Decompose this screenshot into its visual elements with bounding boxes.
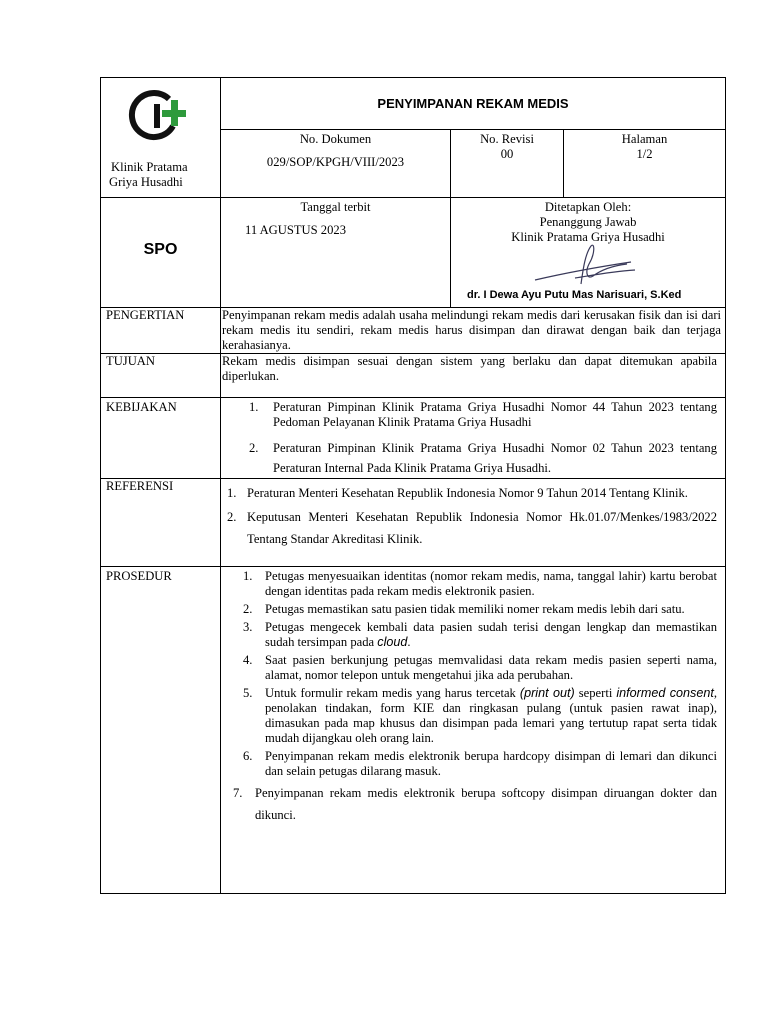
referensi-cell <box>221 479 726 567</box>
list-item: 2. Keputusan Menteri Kesehatan Republik Indonesia Nomor Hk.01.07/Menkes/1983/2022 Tentang Standar Akreditasi Klinik. <box>227 510 718 546</box>
document-title-cell <box>221 78 726 130</box>
pengertian-text: Penyimpanan rekam medis adalah usaha melindungi rekam medis dari kerusakan fisik dan isi dari rekam medis itu sendiri, rekam medis harus disimpan dan dirawat dengan baik dan terjaga kerahasianya. <box>221 308 726 354</box>
no-revisi-cell <box>451 130 564 198</box>
tujuan-label: TUJUAN <box>101 354 221 398</box>
spo-table <box>100 77 726 894</box>
list-item: 7. Penyimpanan rekam medis elektronik berupa softcopy disimpan diruangan dokter dan dikunci. <box>233 786 718 822</box>
no-dokumen-label: No. Dokumen <box>299 132 372 146</box>
no-revisi-value: 00 <box>500 147 514 161</box>
spo-cell <box>101 198 221 308</box>
prosedur-cell <box>221 567 726 894</box>
pengertian-label: PENGERTIAN <box>101 308 221 354</box>
referensi-list <box>227 482 717 550</box>
clinic-name-approval: Klinik Pratama Griya Husadhi <box>511 230 665 244</box>
list-item: 4. Saat pasien berkunjung petugas memvalidasi data rekam medis pasien seperti nama, alamat, nomor telepon untuk mengetahui jika ada perubahan. <box>243 653 718 682</box>
document-title: PENYIMPANAN REKAM MEDIS <box>377 96 569 111</box>
tujuan-text: Rekam medis disimpan sesuai dengan sistem yang berlaku dan dapat ditemukan apabila diperlukan. <box>221 354 726 398</box>
no-dokumen-cell <box>221 130 451 198</box>
kebijakan-label: KEBIJAKAN <box>101 398 221 479</box>
halaman-value: 1/2 <box>636 147 653 161</box>
clinic-name-line2: Griya Husadhi <box>109 175 183 189</box>
kebijakan-cell <box>221 398 726 479</box>
prosedur-label: PROSEDUR <box>101 567 221 894</box>
penanggung-jawab-label: Penanggung Jawab <box>539 215 637 229</box>
halaman-label: Halaman <box>621 132 668 146</box>
list-item: 2. Petugas memastikan satu pasien tidak memiliki nomer rekam medis lebih dari satu. <box>243 602 685 616</box>
list-item: 6. Penyimpanan rekam medis elektronik berupa hardcopy disimpan di lemari dan dikunci dan selain petugas dilarang masuk. <box>243 749 718 778</box>
ditetapkan-cell <box>451 198 726 308</box>
list-item: 1. Petugas menyesuaikan identitas (nomor rekam medis, nama, tanggal lahir) kartu berobat dengan identitas pada rekam medis elektronik pasien. <box>243 569 718 598</box>
clinic-logo-icon <box>125 86 195 146</box>
referensi-label: REFERENSI <box>101 479 221 567</box>
no-dokumen-value: 029/SOP/KPGH/VIII/2023 <box>266 155 405 169</box>
kebijakan-list <box>249 400 717 478</box>
halaman-cell <box>564 130 726 198</box>
list-item: 2. Peraturan Pimpinan Klinik Pratama Griya Husadhi Nomor 02 Tahun 2023 tentang Peraturan Internal Pada Klinik Pratama Griya Husadhi. <box>249 441 718 475</box>
list-item: 5. Untuk formulir rekam medis yang harus tercetak (print out) seperti informed consent, penolakan tindakan, form KIE dan ringkasan pulang (untuk pasien rawat inap), dimasukan pada map khusus dan disimpan pada lemari yang tertutup rapat serta tidak mudah dijangkau oleh orang lain. <box>243 686 718 745</box>
list-item: 3. Petugas mengecek kembali data pasien sudah terisi dengan lengkap dan memastikan sudah tersimpan pada cloud. <box>243 620 718 649</box>
spo-document <box>100 77 725 894</box>
no-revisi-label: No. Revisi <box>480 132 534 146</box>
clinic-name-line1: Klinik Pratama <box>111 160 188 174</box>
list-item: 1. Peraturan Pimpinan Klinik Pratama Griya Husadhi Nomor 44 Tahun 2023 tentang Pedoman Pelayanan Klinik Pratama Griya Husadhi <box>249 400 718 429</box>
signature-icon <box>531 240 641 290</box>
tanggal-terbit-cell <box>221 198 451 308</box>
tanggal-terbit-value: 11 AGUSTUS 2023 <box>245 223 346 237</box>
tanggal-terbit-label: Tanggal terbit <box>300 200 371 214</box>
spo-label: SPO <box>143 241 178 258</box>
list-item: 1. Peraturan Menteri Kesehatan Republik Indonesia Nomor 9 Tahun 2014 Tentang Klinik. <box>227 486 688 500</box>
ditetapkan-label: Ditetapkan Oleh: <box>544 200 632 214</box>
signer-name: dr. I Dewa Ayu Putu Mas Narisuari, S.Ked <box>467 289 682 301</box>
prosedur-list <box>233 569 718 826</box>
clinic-identity-cell <box>101 78 221 198</box>
